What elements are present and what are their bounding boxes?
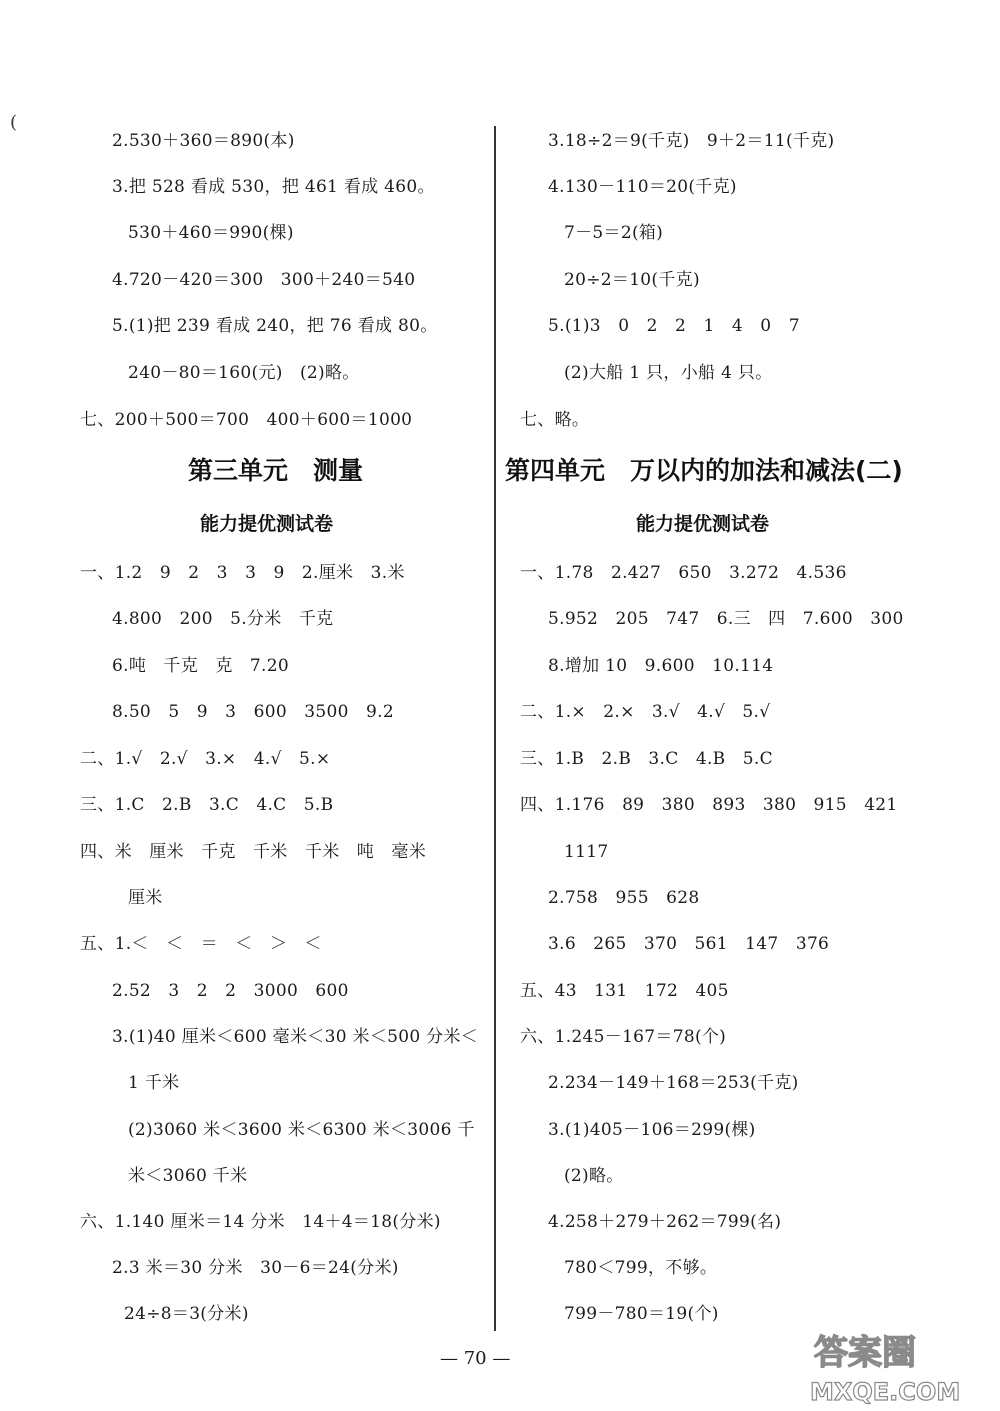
answer-line: 4.800 200 5.分米 千克	[112, 609, 334, 629]
answer-line: 六、1.140 厘米＝14 分米 14＋4＝18(分米)	[80, 1212, 441, 1232]
answer-line: 24÷8＝3(分米)	[124, 1304, 249, 1324]
margin-mark: (	[10, 112, 18, 133]
answer-line: 2.3 米＝30 分米 30－6＝24(分米)	[112, 1258, 399, 1278]
answer-line: (2)大船 1 只，小船 4 只。	[564, 363, 773, 383]
answer-line: 780＜799，不够。	[564, 1258, 718, 1278]
answer-line: 3.把 528 看成 530，把 461 看成 460。	[112, 177, 435, 197]
answer-line: (2)3060 米＜3600 米＜6300 米＜3006 千	[128, 1120, 475, 1140]
answer-line: 530＋460＝990(棵)	[128, 223, 294, 243]
answer-line: 240－80＝160(元) (2)略。	[128, 363, 360, 383]
answer-line: 8.50 5 9 3 600 3500 9.2	[112, 702, 394, 722]
answer-line: 一、1.78 2.427 650 3.272 4.536	[520, 563, 847, 583]
answer-line: 1 千米	[128, 1073, 180, 1093]
answer-line: 3.6 265 370 561 147 376	[548, 934, 830, 954]
answer-line: 三、1.B 2.B 3.C 4.B 5.C	[520, 749, 773, 769]
answer-line: 2.52 3 2 2 3000 600	[112, 981, 349, 1001]
answer-line: 799－780＝19(个)	[564, 1304, 719, 1324]
test-subtitle: 能力提优测试卷	[200, 513, 334, 535]
answer-line: 6.吨 千克 克 7.20	[112, 656, 289, 676]
column-divider	[494, 126, 496, 1331]
answer-line: 7－5＝2(箱)	[564, 223, 664, 243]
answer-line: 4.130－110＝20(千克)	[548, 177, 737, 197]
answer-line: 1117	[564, 842, 609, 862]
answer-line: 二、1.√ 2.√ 3.× 4.√ 5.×	[80, 749, 331, 769]
answer-line: 20÷2＝10(千克)	[564, 270, 700, 290]
answer-line: 2.758 955 628	[548, 888, 700, 908]
answer-line: 4.720－420＝300 300＋240＝540	[112, 270, 416, 290]
answer-line: 4.258＋279＋262＝799(名)	[548, 1212, 782, 1232]
answer-line: 3.(1)405－106＝299(棵)	[548, 1120, 756, 1140]
answer-line: 四、米 厘米 千克 千米 千米 吨 毫米	[80, 842, 426, 862]
watermark-bottom-text: MXQE.COM	[810, 1378, 961, 1406]
site-watermark-logo	[808, 1322, 994, 1406]
answer-line: 一、1.2 9 2 3 3 9 2.厘米 3.米	[80, 563, 405, 583]
unit-title: 第三单元 测量	[188, 456, 364, 485]
answer-line: 三、1.C 2.B 3.C 4.C 5.B	[80, 795, 334, 815]
answer-line: 5.(1)3 0 2 2 1 4 0 7	[548, 316, 800, 336]
answer-line: (2)略。	[564, 1166, 624, 1186]
answer-line: 六、1.245－167＝78(个)	[520, 1027, 727, 1047]
test-subtitle: 能力提优测试卷	[636, 513, 770, 535]
answer-line: 五、1.＜ ＜ ＝ ＜ ＞ ＜	[80, 934, 322, 954]
answer-line: 5.952 205 747 6.三 四 7.600 300	[548, 609, 904, 629]
answer-line: 二、1.× 2.× 3.√ 4.√ 5.√	[520, 702, 771, 722]
answer-line: 七、200＋500＝700 400＋600＝1000	[80, 410, 413, 430]
answer-line: 8.增加 10 9.600 10.114	[548, 656, 774, 676]
answer-line: 五、43 131 172 405	[520, 981, 729, 1001]
answer-line: 5.(1)把 239 看成 240，把 76 看成 80。	[112, 316, 438, 336]
answer-line: 3.(1)40 厘米＜600 毫米＜30 米＜500 分米＜	[112, 1027, 479, 1047]
answer-line: 3.18÷2＝9(千克) 9＋2＝11(千克)	[548, 131, 835, 151]
page-number: — 70 —	[440, 1348, 511, 1369]
answer-line: 2.234－149＋168＝253(千克)	[548, 1073, 799, 1093]
unit-title: 第四单元 万以内的加法和减法(二)	[505, 456, 903, 485]
answer-line: 七、略。	[520, 410, 590, 430]
answer-line: 米＜3060 千米	[128, 1166, 248, 1186]
watermark-top-text: 答案圈	[814, 1333, 916, 1373]
answer-line: 厘米	[128, 888, 163, 908]
answer-line: 四、1.176 89 380 893 380 915 421	[520, 795, 898, 815]
answer-line: 2.530＋360＝890(本)	[112, 131, 295, 151]
